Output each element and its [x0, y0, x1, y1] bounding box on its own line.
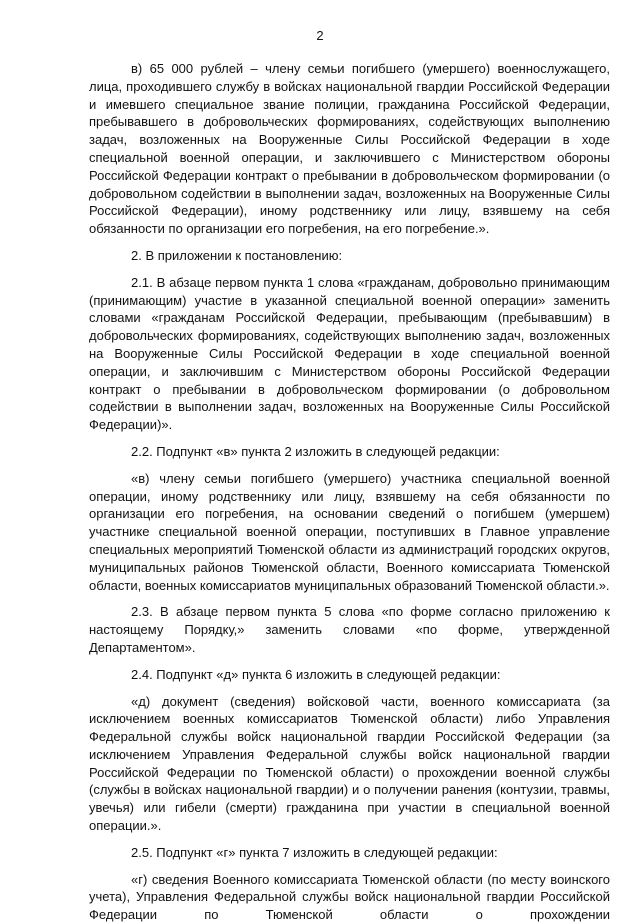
- paragraph-item-2-1: 2.1. В абзаце первом пункта 1 слова «гражданам, добровольно принимающим (принимающим) участие в указанной специальной военной операции» заменить словами «гражданам Российской Федерации, пребывающим (пребывавшим) в добровольческих формированиях, содействующих выполнению задач, возложенных на Вооруженные Силы Российской Федерации в ходе специальной военной операции, и заключившим с Министерством обороны Российской Федерации контракт о пребывании в добровольческом формировании (о добровольном содействии в выполнении задач, возложенных на Вооруженные Силы Российской Федерации)».: [89, 274, 610, 433]
- paragraph-subpoint-v: в) 65 000 рублей – члену семьи погибшего (умершего) военнослужащего, лица, проходившего службу в войсках национальной гвардии Российской Федерации и имевшего специальное звание полиции, гражданина Российской Федерации, пребывавшего в добровольческих формированиях, содействующих выполнению задач, возложенных на Вооруженные Силы Российской Федерации в ходе специальной военной операции, и заключившего с Министерством обороны Российской Федерации контракт о пребывании в добровольческом формировании (о добровольном содействии в выполнении задач, возложенных на Вооруженные Силы Российской Федерации), иному родственнику или лицу, взявшему на себя обязанности по организации его погребения, на его погребение.».: [89, 61, 610, 237]
- document-body: [89, 60, 610, 924]
- paragraph-item-2: 2. В приложении к постановлению:: [131, 247, 343, 263]
- paragraph-subpoint-g-new: «г) сведения Военного комиссариата Тюменской области (по месту воинского учета), Управления Федеральной службы войск национальной гвардии Российской Федерации по Тюменской области о прохождении: [89, 871, 610, 923]
- paragraph-subpoint-d-new: «д) документ (сведения) войсковой части, военного комиссариата (за исключением военных комиссариатов Тюменской области) либо Управления Федеральной службы войск национальной гвардии Российской Федерации (за исключением Управления Федеральной службы войск национальной гвардии Российской Федерации по Тюменской области) о прохождении военной службы (службы в войсках национальной гвардии) и о получении ранения (контузии, травмы, увечья) или гибели (смерти) гражданина при участии в специальной военной операции.».: [89, 693, 610, 834]
- paragraph-item-2-5: 2.5. Подпункт «г» пункта 7 изложить в следующей редакции:: [131, 844, 498, 860]
- paragraph-item-2-3: 2.3. В абзаце первом пункта 5 слова «по форме согласно приложению к настоящему Порядку,» заменить словами «по форме, утвержденной Департаментом».: [89, 604, 610, 655]
- paragraph-subpoint-v-new: «в) члену семьи погибшего (умершего) участника специальной военной операции, иному родственнику или лицу, взявшему на себя обязанности по организации его погребения, на основании сведений о погибшем (умершем) участнике специальной военной операции, поступивших в Главное управление специальных мероприятий Тюменской области из администраций городских округов, муниципальных районов Тюменской области, Военного комиссариата Тюменской области, военных комиссариатов муниципальных образований Тюменской области.».: [89, 470, 610, 593]
- paragraph-item-2-4: 2.4. Подпункт «д» пункта 6 изложить в следующей редакции:: [131, 666, 501, 682]
- paragraph-item-2-2: 2.2. Подпункт «в» пункта 2 изложить в следующей редакции:: [131, 443, 500, 459]
- page-number: 2: [316, 28, 324, 43]
